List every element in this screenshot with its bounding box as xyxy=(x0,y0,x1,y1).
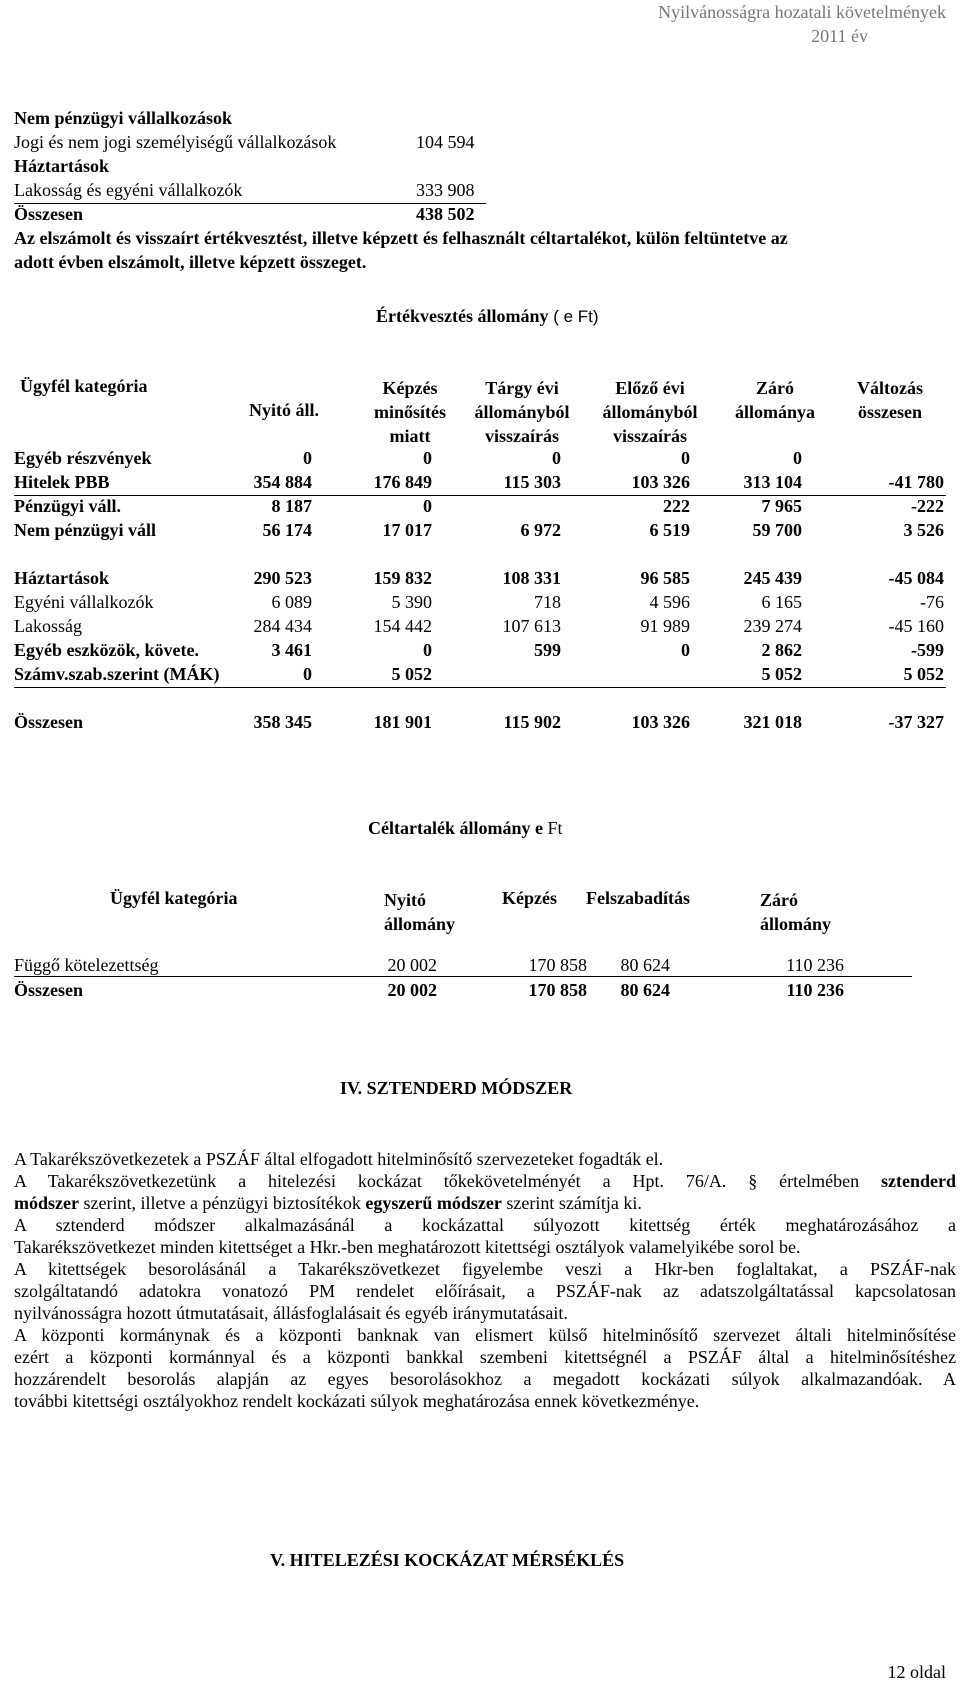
row-underline xyxy=(14,495,946,496)
table-row-label: Hitelek PBB xyxy=(14,472,110,492)
section4-p4-line1: A kitettségek besorolásánál a Takarékszövetkezet figyelembe veszi a Hkr-ben foglaltakat, a PSZÁF-nak xyxy=(14,1259,956,1279)
table-cell: -45 160 xyxy=(888,616,944,636)
celtartalek-title-text: Céltartalék állomány e xyxy=(368,818,548,838)
table-row-label: Háztartások xyxy=(14,568,109,588)
summary-jogi-value: 104 594 xyxy=(416,132,475,152)
table-cell: 170 858 xyxy=(528,980,587,1000)
table-cell: 108 331 xyxy=(502,568,561,588)
table-cell: 159 832 xyxy=(373,568,432,588)
table-cell: 290 523 xyxy=(253,568,312,588)
table-cell: 718 xyxy=(534,592,561,612)
table-cell: 110 236 xyxy=(786,955,844,975)
table-cell: 0 xyxy=(423,640,432,660)
summary-osszesen-label: Összesen xyxy=(14,204,83,224)
ev-header-elozo: Előző évi állományból visszaírás xyxy=(602,378,698,446)
table-row-label: Egyéb eszközök, követe. xyxy=(14,640,199,660)
table-cell: 5 052 xyxy=(903,664,944,684)
ertekvesztes-title-unit: ( e Ft) xyxy=(548,307,599,326)
table-row-label: Pénzügyi váll. xyxy=(14,496,121,516)
table-row-label: Lakosság xyxy=(14,616,82,636)
ev-header-targy: Tárgy évi állományból visszaírás xyxy=(474,378,570,446)
ev-header-valtozas: Változás összesen xyxy=(857,378,923,422)
summary-note-line1: Az elszámolt és visszaírt értékvesztést, illetve képzett és felhasznált céltartalékot, külön feltüntetve az xyxy=(14,228,788,248)
table-cell: 6 519 xyxy=(649,520,690,540)
table-cell: 0 xyxy=(793,448,802,468)
table-cell: 80 624 xyxy=(620,955,670,975)
summary-haztartasok-label: Háztartások xyxy=(14,156,109,176)
table-cell: 222 xyxy=(663,496,690,516)
section4-body xyxy=(14,1148,956,1412)
table-cell: 20 002 xyxy=(387,955,437,975)
ct-header-kepzes: Képzés xyxy=(502,888,557,908)
table-cell: 7 965 xyxy=(761,496,802,516)
section4-p5-line1: A központi kormánynak és a központi banknak van elismert külső hitelminősítő szervezet általi hitelminősítése xyxy=(14,1325,956,1345)
section4-p4-line2: szolgáltatandó adatokra vonatozó PM rendelet előírásait, a PSZÁF-nak az adatszolgáltatással kapcsolatosan xyxy=(14,1281,956,1301)
table-row-label: Nem pénzügyi váll xyxy=(14,520,156,540)
ertekvesztes-title-text: Értékvesztés állomány xyxy=(376,306,549,326)
table-row-label: Összesen xyxy=(14,980,83,1000)
page-number: 12 oldal xyxy=(887,1662,946,1682)
table-cell: 154 442 xyxy=(373,616,432,636)
section4-p3-line2: Takarékszövetkezet minden kitettséget a Hkr.-ben meghatározott kitettségi osztályok valamelyikébe sorol be. xyxy=(14,1237,801,1257)
table-cell: 245 439 xyxy=(743,568,802,588)
table-cell: 599 xyxy=(534,640,561,660)
table-cell: 2 862 xyxy=(761,640,802,660)
section4-p1: A Takarékszövetkezetek a PSZÁF által elfogadott hitelminősítő szervezeteket fogadták el. xyxy=(14,1149,664,1169)
table-cell: 3 526 xyxy=(903,520,944,540)
table-cell: 5 390 xyxy=(391,592,432,612)
summary-lakossag-label: Lakosság és egyéni vállalkozók xyxy=(14,180,243,200)
table-cell: 4 596 xyxy=(649,592,690,612)
table-cell: -76 xyxy=(920,592,944,612)
table-cell: 96 585 xyxy=(640,568,690,588)
table-cell: 284 434 xyxy=(253,616,312,636)
ev-header-nyito: Nyitó áll. xyxy=(249,400,319,420)
table-cell: 103 326 xyxy=(631,712,690,732)
section4-p2-line1: A Takarékszövetkezetünk a hitelezési kockázat tőkekövetelményét a Hpt. 76/A. § értelmében sztenderd xyxy=(14,1171,956,1191)
table-cell: 91 989 xyxy=(640,616,690,636)
table-cell: 110 236 xyxy=(786,980,844,1000)
table-row-label: Egyéb részvények xyxy=(14,448,152,468)
table-cell: 170 858 xyxy=(528,955,587,975)
table-cell: -41 780 xyxy=(888,472,944,492)
ct-header-kategoria: Ügyfél kategória xyxy=(110,888,238,908)
table-cell: 80 624 xyxy=(620,980,670,1000)
table-cell: 8 187 xyxy=(271,496,312,516)
celtartalek-title xyxy=(368,818,562,839)
table-cell: 0 xyxy=(681,448,690,468)
table-cell: 59 700 xyxy=(752,520,802,540)
table-cell: 17 017 xyxy=(382,520,432,540)
table-cell: 0 xyxy=(552,448,561,468)
table-row-label: Számv.szab.szerint (MÁK) xyxy=(14,664,220,684)
ev-header-kepzes: Képzés minősítés miatt xyxy=(374,378,446,446)
table-cell: 0 xyxy=(423,448,432,468)
summary-jogi-label: Jogi és nem jogi személyiségű vállalkozások xyxy=(14,132,337,152)
section5-heading: V. HITELEZÉSI KOCKÁZAT MÉRSÉKLÉS xyxy=(270,1550,625,1570)
summary-title: Nem pénzügyi vállalkozások xyxy=(14,108,233,128)
table-cell: 0 xyxy=(681,640,690,660)
table-cell: 354 884 xyxy=(253,472,312,492)
table-cell: 115 303 xyxy=(503,472,561,492)
ct-header-zaro: Záró állomány xyxy=(760,890,832,934)
table-cell: -222 xyxy=(911,496,944,516)
table-cell: 313 104 xyxy=(743,472,802,492)
table-row-label: Összesen xyxy=(14,712,83,732)
table-cell: 0 xyxy=(303,664,312,684)
celtartalek-title-unit: Ft xyxy=(547,818,563,838)
table-cell: -37 327 xyxy=(888,712,944,732)
table-cell: 3 461 xyxy=(271,640,312,660)
table-row-label: Egyéni vállalkozók xyxy=(14,592,154,612)
section4-heading: IV. SZTENDERD MÓDSZER xyxy=(340,1078,573,1098)
document-header-year: 2011 év xyxy=(811,26,868,46)
section4-p2-line2: módszer szerint, illetve a pénzügyi biztosítékok egyszerű módszer szerint számítja ki. xyxy=(14,1193,642,1213)
table-cell: 0 xyxy=(303,448,312,468)
summary-note-line2: adott évben elszámolt, illetve képzett összeget. xyxy=(14,252,367,272)
table-cell: 176 849 xyxy=(373,472,432,492)
table-cell: 107 613 xyxy=(502,616,561,636)
section4-p3-line1: A sztenderd módszer alkalmazásánál a kockázattal súlyozott kitettség érték meghatározásához a xyxy=(14,1215,956,1235)
section4-p4-line3: nyilvánosságra hozott útmutatásait, állásfoglalásait és egyéb iránymutatásait. xyxy=(14,1303,568,1323)
table-cell: 239 274 xyxy=(743,616,802,636)
table-cell: -45 084 xyxy=(888,568,944,588)
section4-p5-line2: ezért a központi kormánnyal és a központi bankkal szembeni kitettségnél a PSZÁF által a hitelminősítéshez xyxy=(14,1347,956,1367)
table-cell: 20 002 xyxy=(387,980,437,1000)
table-cell: 6 089 xyxy=(271,592,312,612)
table-cell: 181 901 xyxy=(373,712,432,732)
ct-header-nyito: Nyitó állomány xyxy=(384,890,456,934)
table-cell: 115 902 xyxy=(503,712,561,732)
ev-header-zaro: Záró állománya xyxy=(734,378,815,422)
celtartalek-underline xyxy=(14,976,912,977)
table-cell: 5 052 xyxy=(761,664,802,684)
summary-osszesen-value: 438 502 xyxy=(416,204,475,224)
summary-lakossag-value: 333 908 xyxy=(416,180,475,200)
ev-header-kategoria: Ügyfél kategória xyxy=(20,376,148,396)
section4-p5-line4: további kitettségi osztályokhoz rendelt kockázati súlyok meghatározása ennek következménye. xyxy=(14,1391,700,1411)
ertekvesztes-title xyxy=(376,306,599,327)
table-cell: 0 xyxy=(423,496,432,516)
ct-header-felszabaditas: Felszabadítás xyxy=(586,888,691,908)
row-underline xyxy=(14,687,946,688)
section4-p5-line3: hozzárendelt besorolás alapján az egyes besorolásokhoz a megadott kockázati súlyok alkalmazandóak. A xyxy=(14,1369,956,1389)
table-cell: 6 165 xyxy=(761,592,802,612)
table-cell: 358 345 xyxy=(253,712,312,732)
table-cell: 5 052 xyxy=(391,664,432,684)
table-cell: 56 174 xyxy=(262,520,312,540)
table-cell: 321 018 xyxy=(743,712,802,732)
table-row-label: Függő kötelezettség xyxy=(14,955,159,975)
table-cell: 6 972 xyxy=(520,520,561,540)
document-header-title: Nyilvánosságra hozatali követelmények xyxy=(658,2,946,22)
table-cell: -599 xyxy=(911,640,944,660)
table-cell: 103 326 xyxy=(631,472,690,492)
